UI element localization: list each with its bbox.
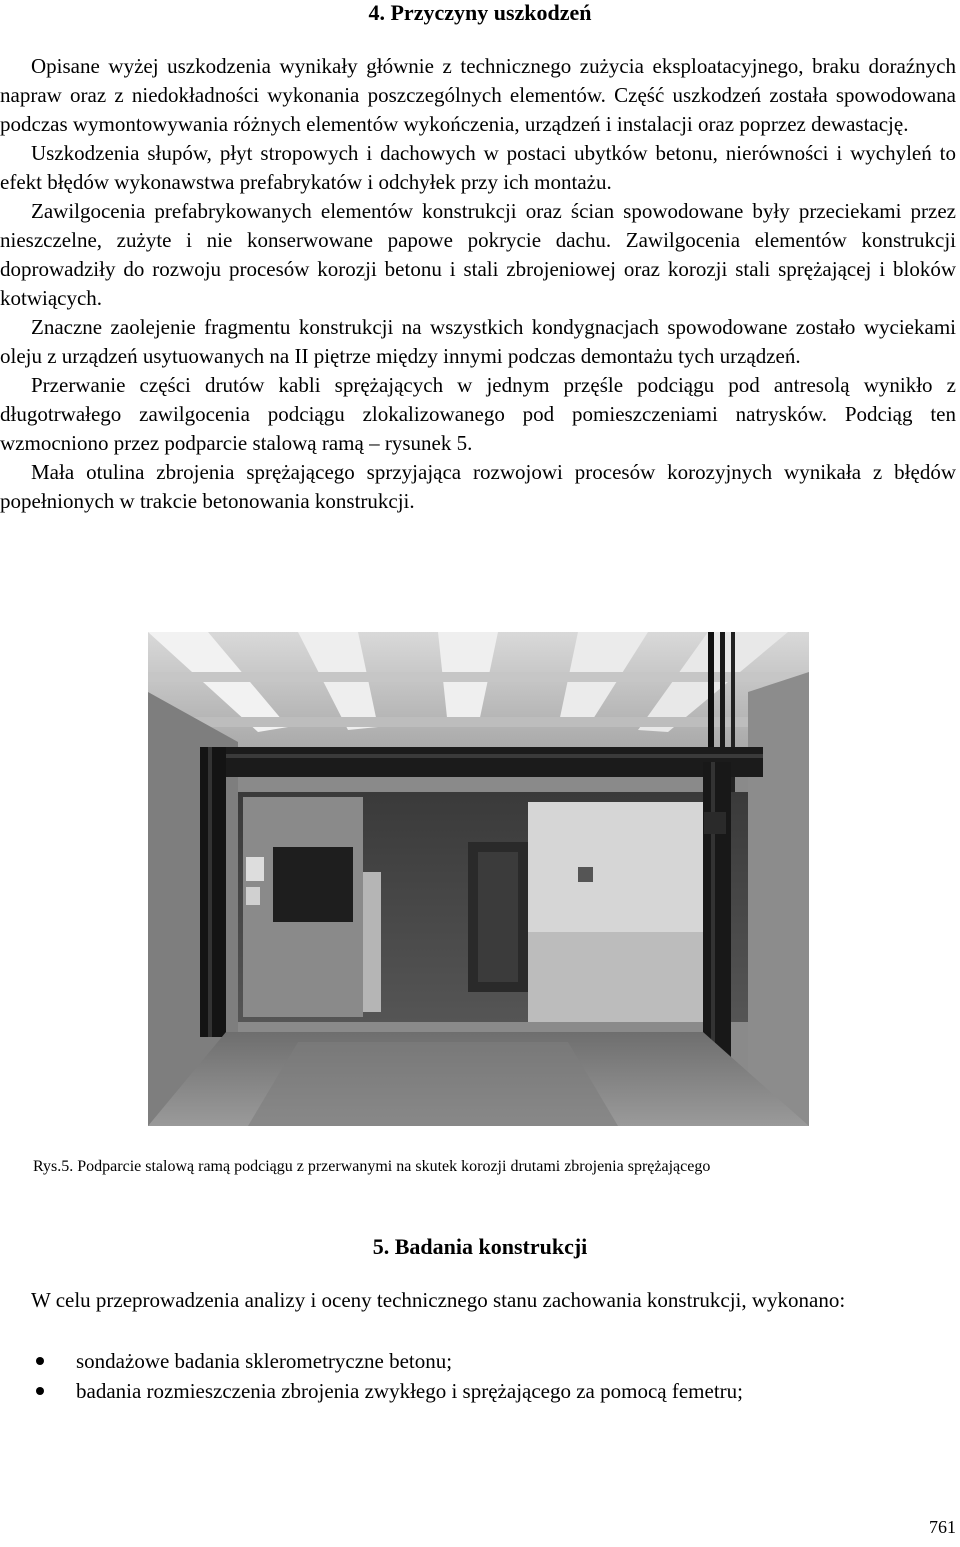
- paragraph: Przerwanie części drutów kabli sprężających w jednym przęśle podciągu pod antresolą wynikło z długotrwałego zawilgocenia podciągu zlokalizowanego pod pomieszczeniami natrysków. Podciąg ten wzmocniono przez podparcie stalową ramą – rysunek 5.: [0, 373, 956, 455]
- paragraph: Opisane wyżej uszkodzenia wynikały głównie z technicznego zużycia eksploatacyjnego, braku doraźnych napraw oraz z niedokładności wykonania poszczególnych elementów. Część uszkodzeń została spowodowana podczas wymontowywania różnych elementów wykończenia, urządzeń i instalacji oraz poprzez dewastację.: [0, 54, 956, 136]
- page-number: 761: [929, 1517, 956, 1537]
- section-4-heading: 4. Przyczyny uszkodzeń: [368, 0, 592, 25]
- paragraph: Mała otulina zbrojenia sprężającego sprzyjająca rozwojowi procesów korozyjnych wynikała z błędów popełnionych w trakcie betonowania konstrukcji.: [0, 460, 956, 513]
- paragraph: W celu przeprowadzenia analizy i oceny technicznego stanu zachowania konstrukcji, wykonano:: [31, 1288, 846, 1312]
- paragraph: Uszkodzenia słupów, płyt stropowych i dachowych w postaci ubytków betonu, nierówności i wychyleń to efekt błędów wykonawstwa prefabrykatów i odchyłek przy ich montażu.: [0, 141, 956, 194]
- photo-illustration: [148, 632, 809, 1126]
- section-5-heading: 5. Badania konstrukcji: [372, 1234, 588, 1259]
- section-4-body: [0, 52, 956, 516]
- list-item: [0, 1346, 956, 1376]
- research-list: [0, 1346, 956, 1406]
- list-item-text: badania rozmieszczenia zbrojenia zwykłego i sprężającego za pomocą femetru;: [76, 1379, 743, 1403]
- list-item: [0, 1376, 956, 1406]
- list-item-text: sondażowe badania sklerometryczne betonu;: [76, 1349, 453, 1373]
- figure-caption: Rys.5. Podparcie stalową ramą podciągu z przerwanymi na skutek korozji drutami zbrojenia sprężającego: [33, 1158, 711, 1175]
- bullet-icon: [36, 1387, 44, 1395]
- paragraph: Znaczne zaolejenie fragmentu konstrukcji na wszystkich kondygnacjach spowodowane zostało wyciekami oleju z urządzeń usytuowanych na II piętrze między innymi podczas demontażu tych urządzeń.: [0, 315, 956, 368]
- paragraph: Zawilgocenia prefabrykowanych elementów konstrukcji oraz ścian spowodowane były przeciekami przez nieszczelne, zużyte i nie konserwowane papowe pokrycie dachu. Zawilgocenia elementów konstrukcji doprowadziły do rozwoju procesów korozji betonu i stali zbrojeniowej oraz korozji stali sprężającej i bloków kotwiących.: [0, 199, 956, 310]
- section-5-body: [0, 1286, 956, 1315]
- bullet-icon: [36, 1357, 44, 1365]
- steel-frame-photo: [148, 632, 809, 1126]
